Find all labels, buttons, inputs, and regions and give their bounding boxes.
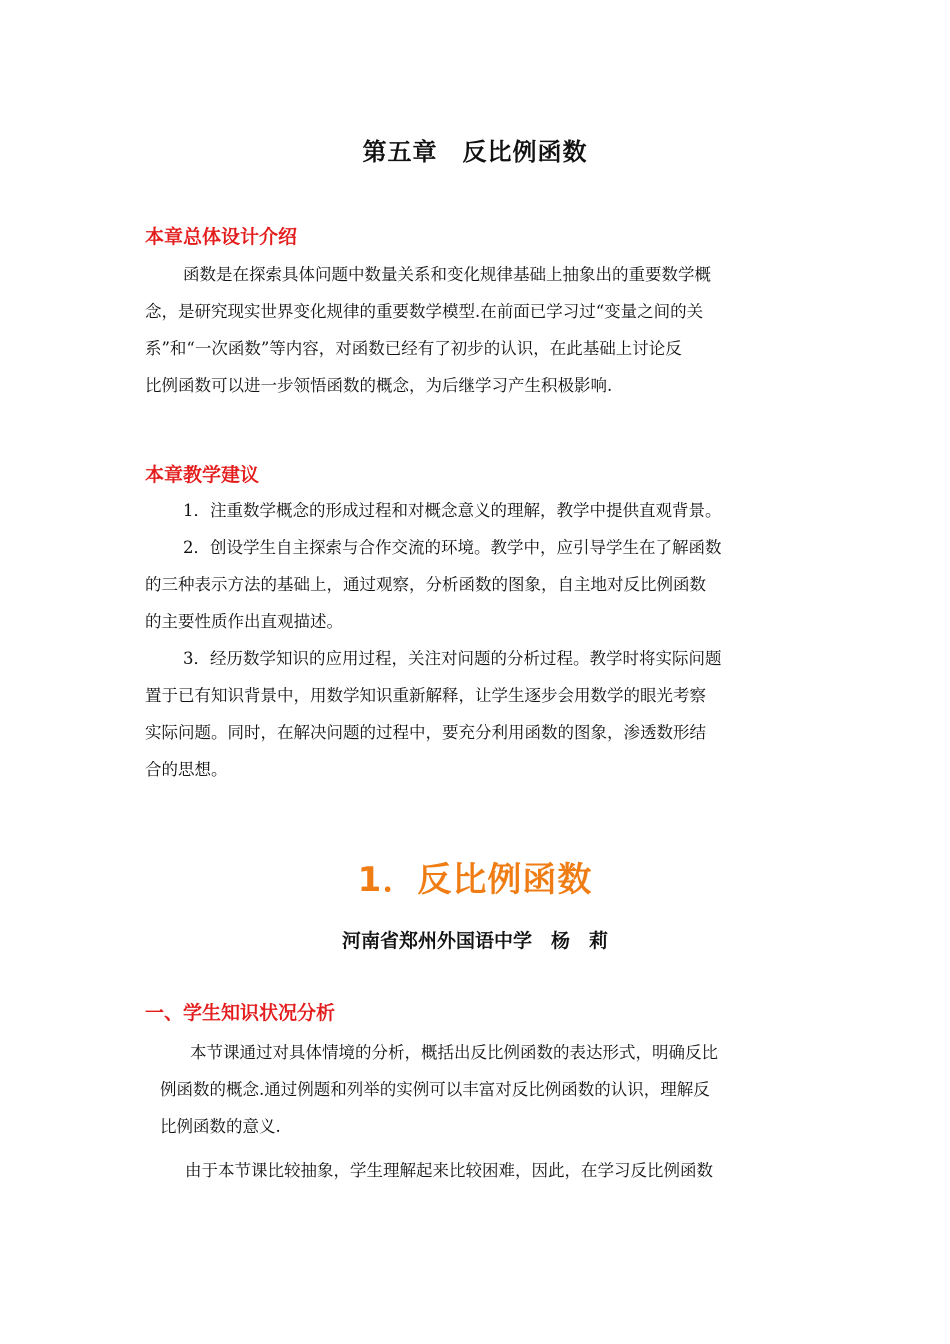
suggestion-item-continued: 置于已有知识背景中，用数学知识重新解释，让学生逐步会用数学的眼光考察	[145, 686, 706, 705]
paragraph-line: 由于本节课比较抽象，学生理解起来比较困难，因此，在学习反比例函数	[185, 1161, 713, 1180]
paragraph-line: 比例函数的意义.	[160, 1117, 281, 1136]
analysis-paragraph-2	[185, 1152, 809, 1189]
analysis-heading: 一、学生知识状况分析	[145, 1002, 336, 1024]
chapter-title: 第五章 反比例函数	[362, 138, 588, 166]
paragraph-line: 本节课通过对具体情境的分析，概括出反比例函数的表达形式，明确反比	[190, 1043, 718, 1062]
suggestion-item-continued: 合的思想。	[145, 760, 228, 779]
suggestion-item-continued: 实际问题。同时，在解决问题的过程中，要充分利用函数的图象，渗透数形结	[145, 723, 706, 742]
design-heading: 本章总体设计介绍	[145, 226, 298, 248]
paragraph-line: 念，是研究现实世界变化规律的重要数学模型.在前面已学习过“变量之间的关	[145, 302, 704, 321]
suggestion-item: 3．经历数学知识的应用过程，关注对问题的分析过程。教学时将实际问题	[183, 649, 722, 668]
suggestion-heading: 本章教学建议	[145, 464, 260, 486]
paragraph-line: 比例函数可以进一步领悟函数的概念，为后继学习产生积极影响.	[145, 376, 613, 395]
suggestion-item: 1．注重数学概念的形成过程和对概念意义的理解，教学中提供直观背景。	[183, 501, 722, 520]
suggestion-item-continued: 的三种表示方法的基础上，通过观察，分析函数的图象，自主地对反比例函数	[145, 575, 706, 594]
author-line: 河南省郑州外国语中学 杨 莉	[341, 930, 608, 952]
paragraph-line: 函数是在探索具体问题中数量关系和变化规律基础上抽象出的重要数学概	[183, 265, 711, 284]
suggestion-item-continued: 的主要性质作出直观描述。	[145, 612, 343, 631]
suggestion-list	[145, 492, 809, 788]
suggestion-item: 2．创设学生自主探索与合作交流的环境。教学中，应引导学生在了解函数	[183, 538, 722, 557]
paragraph-line: 例函数的概念.通过例题和列举的实例可以丰富对反比例函数的认识，理解反	[160, 1080, 710, 1099]
paragraph-line: 系”和“一次函数”等内容，对函数已经有了初步的认识，在此基础上讨论反	[145, 339, 682, 358]
design-paragraph	[145, 256, 809, 404]
lesson-title: 1．反比例函数	[357, 860, 593, 900]
analysis-paragraph	[160, 1034, 808, 1145]
